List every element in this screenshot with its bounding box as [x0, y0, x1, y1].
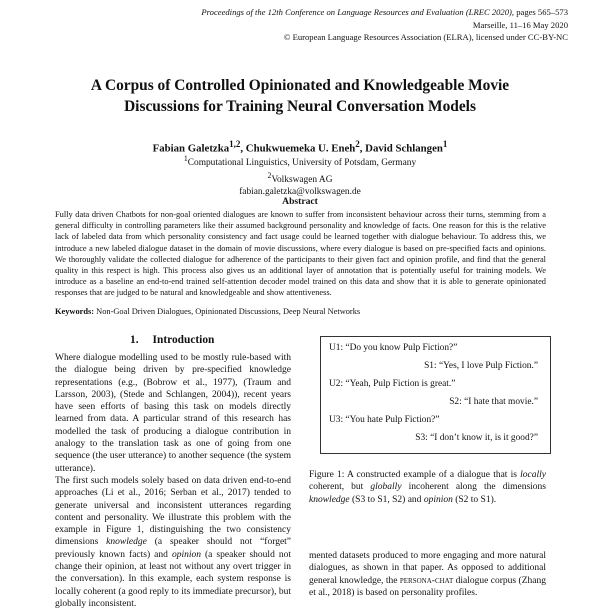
proceedings-line: [201, 6, 568, 19]
author-separator: ,: [240, 142, 246, 155]
dialogue-s1: S1: “Yes, I love Pulp Fiction.”: [424, 361, 538, 371]
author-3: David Schlangen: [365, 142, 443, 155]
right-text: dialogue corpus (Zhang et al., 2018) is based on personality profiles.: [309, 575, 546, 598]
page-header: [201, 6, 568, 44]
figure-1-dialogue-box: [320, 336, 551, 454]
section-number: 1.: [130, 334, 139, 346]
copyright-line: © European Language Resources Association (ELRA), licensed under CC-BY-NC: [283, 32, 568, 43]
title-line-1: A Corpus of Controlled Opinionated and Knowledgeable Movie: [90, 77, 510, 94]
section-heading: [130, 334, 228, 346]
intro-paragraph-1: Where dialogue modelling used to be mostly rule-based with the dialogue being driven by pre-specified knowledge representations (e.g., (Bobrow et al., 1977), (Traum and Larsson, 2003), (Stede and Schlangen, 2004)), recent years have seen efforts of basing this task on models directly learned from data. A particular strand of this research has modelled the task of producing a dialogue contribution in analogy to the translation task as one of going from one sequence (the user utterance) to another sequence (the system utterance).: [55, 353, 291, 474]
figure-1-caption: [309, 469, 546, 506]
caption-text: coherent, but: [309, 482, 371, 493]
dialogue-u1: U1: “Do you know Pulp Fiction?”: [329, 343, 458, 353]
paper-title: [0, 75, 600, 117]
persona-chat-term: persona-chat: [399, 575, 454, 586]
caption-text: incoherent along the dimensions: [401, 482, 546, 493]
caption-text: (S3 to S1, S2) and: [349, 494, 424, 505]
author-separator: ,: [359, 142, 366, 155]
dialogue-u3: U3: “You hate Pulp Fiction?”: [329, 415, 440, 425]
author-1: Fabian Galetzka: [152, 142, 230, 155]
intro-text: (a speaker should not “forget” previously known facts) and: [55, 537, 292, 560]
dialogue-s3: S3: “I don’t know it, is it good?”: [415, 433, 538, 443]
author-2-affil: 2: [355, 139, 360, 149]
contact-email: fabian.galetzka@volkswagen.de: [239, 187, 361, 198]
intro-column: [55, 352, 291, 610]
conference-location: Marseille, 11–16 May 2020: [472, 19, 568, 30]
author-1-affil: 1,2: [229, 139, 241, 149]
abstract-body: Fully data driven Chatbots for non-goal oriented dialogues are known to suffer from inconsistent behaviour across their turns, stemming from a general difficulty in controlling parameters like their assumed background personality and knowledge of facts. One reason for this is the relative lack of labeled data from which personality consistency and fact usage could be learned together with dialogue behaviour. To address this, we introduce a new labeled dialogue dataset in the domain of movie discussions, where every dialogue is based on pre-specified facts and opinions. We thoroughly validate the collected dialogue for adherence of the participants to their given fact and opinion profile, and find that the general quality in this respect is high. This process also gives us an additional layer of annotation that is potentially useful for training models. We introduce as a baseline an end-to-end trained self-attention decoder model trained on this data and show that it is able to generate opinionated responses that are judged to be natural and knowledgeable and show attentiveness.: [55, 210, 546, 298]
section-title: Introduction: [152, 334, 215, 346]
affiliation-2-mark: 2: [267, 170, 272, 180]
affiliations: [0, 153, 600, 199]
title-line-2: Discussions for Training Neural Conversation Models: [124, 98, 476, 115]
affiliation-1-mark: 1: [183, 154, 188, 163]
intro-term-knowledge: knowledge: [106, 537, 147, 548]
author-3-affil: 1: [442, 139, 448, 149]
proceedings-title: Proceedings of the 12th Conference on Language Resources and Evaluation (LREC 2020): [201, 7, 512, 17]
abstract-heading: Abstract: [282, 196, 318, 207]
intro-term-opinion: opinion: [171, 549, 201, 560]
caption-term-knowledge: knowledge: [309, 494, 350, 505]
author-2: Chukwuemeka U. Eneh: [245, 142, 356, 155]
right-text: mented datasets produced to more engaging and more natural dialogues, as shown in that paper. As opposed to additional general knowledge, the: [309, 551, 546, 586]
right-column-text: [309, 550, 546, 599]
caption-term-opinion: opinion: [423, 494, 453, 505]
affiliation-2-text: Volkswagen AG: [271, 174, 333, 185]
caption-term-globally: globally: [370, 482, 402, 493]
affiliation-1-text: Computational Linguistics, University of Potsdam, Germany: [187, 158, 417, 169]
dialogue-s2: S2: “I hate that movie.”: [449, 397, 538, 407]
intro-text: (a speaker should not change their opinion, at least not without any overt trigger in the conversation). In this example, each system response is locally coherent (a good reply to its immediate precursor), but globally inconsistent.: [55, 549, 291, 609]
keywords-label: Keywords:: [55, 307, 95, 316]
caption-text: (S2 to S1).: [452, 494, 497, 505]
dialogue-u2: U2: “Yeah, Pulp Fiction is great.”: [329, 379, 456, 389]
keywords: [55, 307, 546, 316]
proceedings-pages: , pages 565–573: [511, 7, 568, 17]
keywords-list: Non-Goal Driven Dialogues, Opinionated Discussions, Deep Neural Networks: [94, 307, 361, 316]
intro-paragraph-2: [55, 475, 291, 610]
intro-text: The first such models solely based on data driven end-to-end approaches (Li et al., 2016; Serban et al., 2017) tended to generate universal and inconsistent utterances regarding content and personality. We illustrate this problem with the example in Figure 1, distinguishing the two consistency dimensions: [55, 475, 291, 548]
affiliation-1: [0, 153, 600, 170]
caption-term-locally: locally: [520, 470, 546, 480]
affiliation-2: [0, 170, 600, 187]
caption-text: Figure 1: A constructed example of a dialogue that is: [309, 470, 521, 480]
